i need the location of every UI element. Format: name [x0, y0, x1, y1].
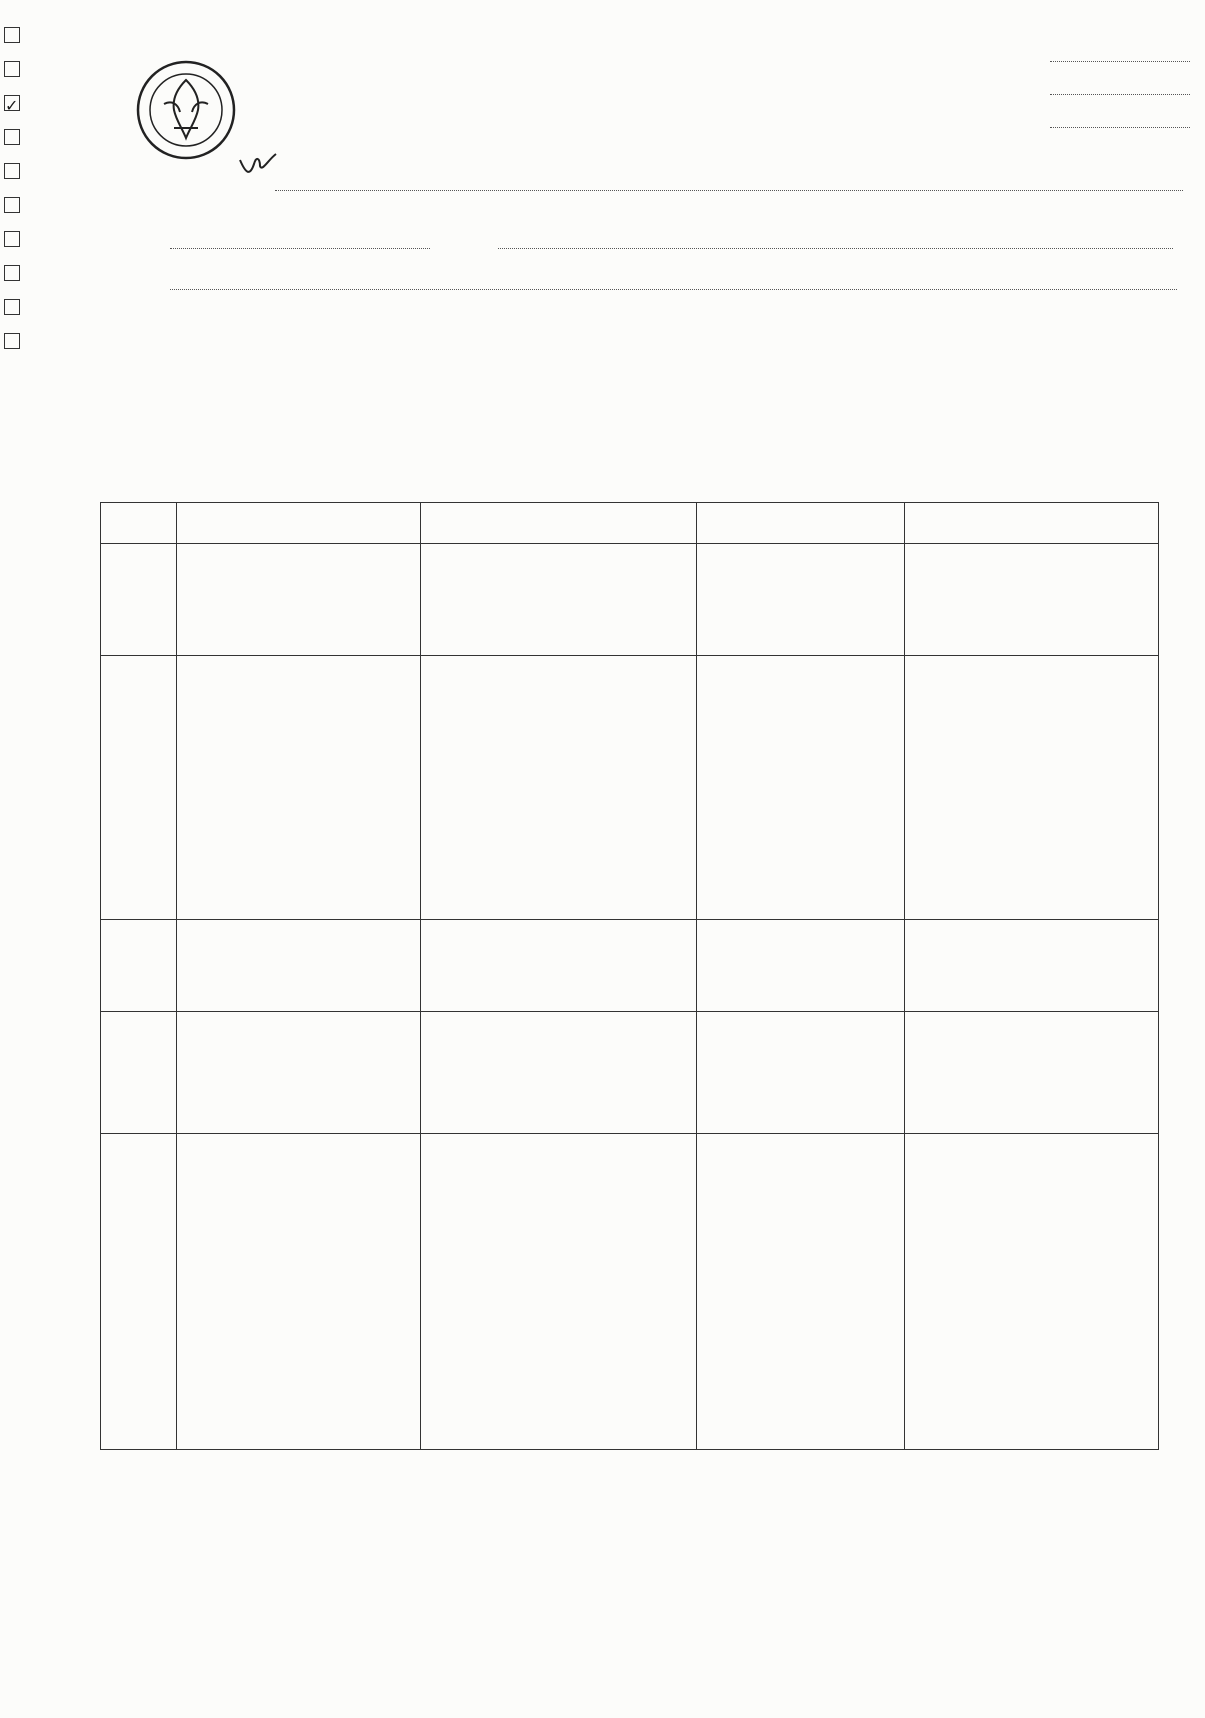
routing-checkbox[interactable] — [4, 265, 20, 281]
routing-checkbox[interactable] — [4, 299, 20, 315]
cell-no — [101, 544, 177, 656]
table-row — [101, 544, 1159, 656]
cell-areas — [905, 920, 1159, 1012]
routing-checkbox[interactable] — [4, 61, 20, 77]
routing-checkbox[interactable] — [4, 333, 20, 349]
table-row — [101, 1012, 1159, 1134]
stamp-number-value — [1050, 61, 1190, 62]
subject-value — [170, 289, 1177, 290]
routing-checkbox[interactable] — [4, 197, 20, 213]
stamp-date-value — [1050, 94, 1190, 95]
agency-row — [120, 186, 1165, 224]
cell-date — [421, 920, 697, 1012]
table-row — [101, 1134, 1159, 1450]
garuda-seal-icon — [134, 58, 238, 162]
cell-no — [101, 1012, 177, 1134]
receiving-stamp — [955, 0, 1195, 132]
cell-date — [421, 656, 697, 920]
routing-checkbox[interactable] — [4, 231, 20, 247]
routing-item — [4, 18, 364, 52]
cell-location — [177, 920, 421, 1012]
stamp-date-row — [955, 66, 1195, 99]
cell-areas — [905, 1134, 1159, 1450]
agency-value — [275, 190, 1183, 191]
col-header-time — [697, 503, 905, 544]
ref-row — [120, 244, 1165, 282]
subject-row — [120, 285, 1165, 323]
cell-time — [697, 1012, 905, 1134]
cell-areas — [905, 656, 1159, 920]
table-row — [101, 920, 1159, 1012]
date-value — [498, 248, 1173, 249]
cell-location — [177, 544, 421, 656]
col-header-no — [101, 503, 177, 544]
addressee-row — [122, 352, 128, 388]
cell-location — [177, 1012, 421, 1134]
cell-date — [421, 544, 697, 656]
cell-time — [697, 656, 905, 920]
outage-schedule-table — [100, 502, 1159, 1450]
cell-time — [697, 920, 905, 1012]
routing-item — [4, 324, 364, 358]
cell-areas — [905, 1012, 1159, 1134]
routing-checkbox[interactable] — [4, 129, 20, 145]
stamp-office-row — [955, 0, 1195, 33]
stamp-number-row — [955, 33, 1195, 66]
cell-time — [697, 544, 905, 656]
cell-location — [177, 656, 421, 920]
table-header-row — [101, 503, 1159, 544]
col-header-date — [421, 503, 697, 544]
cell-date — [421, 1134, 697, 1450]
col-header-areas — [905, 503, 1159, 544]
routing-checkbox[interactable] — [4, 163, 20, 179]
table-row — [101, 656, 1159, 920]
ref-value — [170, 248, 430, 249]
stamp-time-row — [955, 99, 1195, 132]
cell-date — [421, 1012, 697, 1134]
stamp-time-value — [1050, 127, 1190, 128]
cell-location — [177, 1134, 421, 1450]
routing-checkbox[interactable] — [4, 27, 20, 43]
col-header-location — [177, 503, 421, 544]
cell-no — [101, 656, 177, 920]
routing-checkbox[interactable] — [4, 95, 20, 111]
cell-no — [101, 1134, 177, 1450]
signature-mark — [238, 150, 278, 180]
cell-time — [697, 1134, 905, 1450]
cell-no — [101, 920, 177, 1012]
cell-areas — [905, 544, 1159, 656]
